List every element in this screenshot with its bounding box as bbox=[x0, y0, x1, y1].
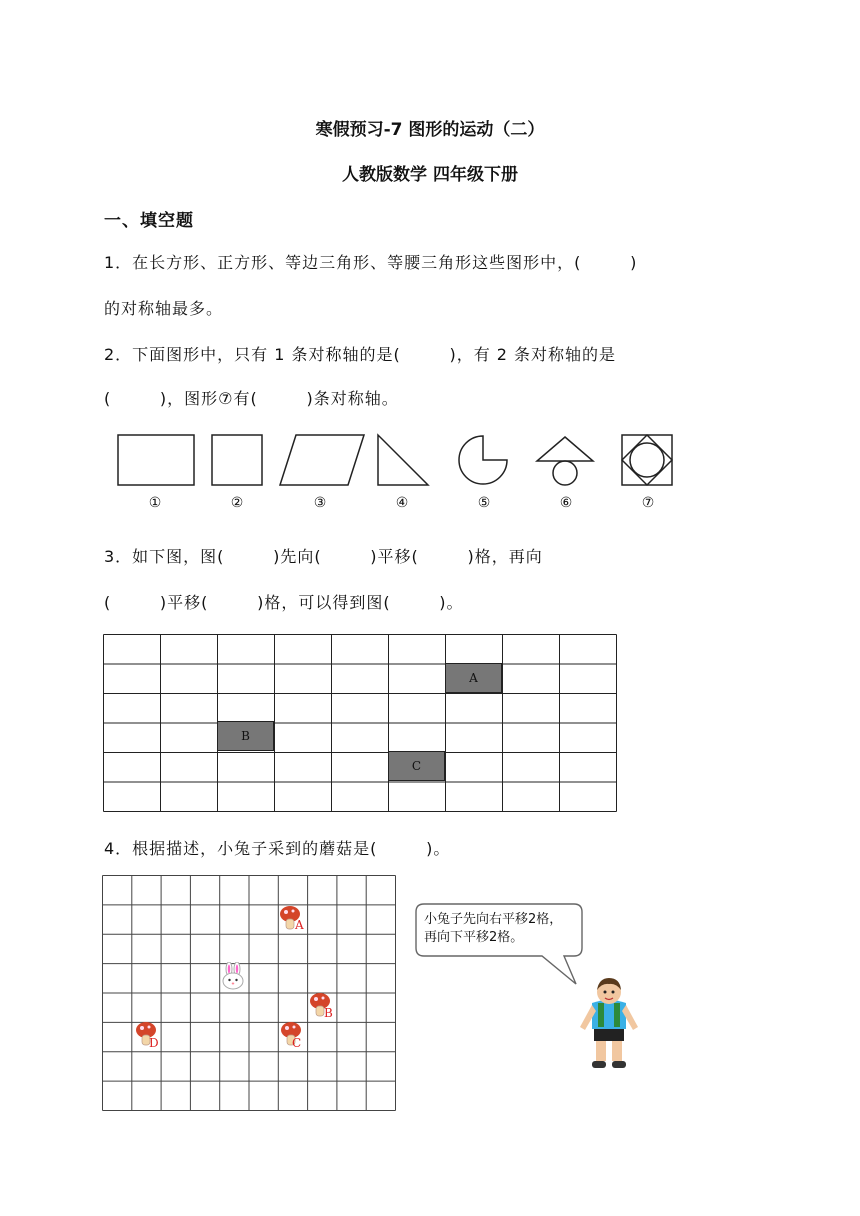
shape-4-right-triangle bbox=[378, 435, 428, 485]
question-1-line-1: 1．在长方形、正方形、等边三角形、等腰三角形这些图形中，( ) bbox=[104, 253, 638, 272]
page-subtitle: 人教版数学 四年级下册 bbox=[342, 165, 518, 185]
shape-6-circle bbox=[553, 461, 577, 485]
question-2-line-1: 2．下面图形中，只有 1 条对称轴的是( )，有 2 条对称轴的是 bbox=[104, 345, 617, 364]
section-heading: 一、填空题 bbox=[104, 211, 194, 231]
shape-5-circle-sector bbox=[459, 436, 507, 484]
grid-cell-a: A bbox=[445, 663, 502, 693]
shape-label-4: ④ bbox=[395, 495, 409, 511]
shapes-row bbox=[100, 425, 700, 495]
grid-cell-b: B bbox=[217, 721, 274, 751]
shape-label-1: ① bbox=[148, 495, 162, 511]
page-title: 寒假预习-7 图形的运动（二） bbox=[315, 120, 545, 140]
translation-grid bbox=[103, 634, 617, 812]
question-3-line-2: ( )平移( )格，可以得到图( )。 bbox=[104, 593, 464, 612]
shape-label-5: ⑤ bbox=[477, 495, 491, 511]
mushroom-grid bbox=[102, 875, 396, 1111]
shape-label-7: ⑦ bbox=[641, 495, 655, 511]
mushroom-d-label: D bbox=[149, 1036, 159, 1050]
question-1-line-2: 的对称轴最多。 bbox=[104, 299, 224, 318]
shape-label-2: ② bbox=[230, 495, 244, 511]
mushroom-b-label: B bbox=[324, 1006, 333, 1020]
mushroom-a-label: A bbox=[295, 918, 304, 932]
question-3-line-1: 3．如下图，图( )先向( )平移( )格，再向 bbox=[104, 547, 543, 566]
shape-1-rectangle bbox=[118, 435, 194, 485]
rabbit-icon bbox=[220, 962, 246, 990]
grid-cell-c: C bbox=[388, 751, 445, 781]
shape-7-circle bbox=[630, 443, 664, 477]
mushroom-c-label: C bbox=[292, 1036, 302, 1050]
shape-3-parallelogram bbox=[280, 435, 364, 485]
shape-2-square bbox=[212, 435, 262, 485]
shape-label-3: ③ bbox=[313, 495, 327, 511]
boy-icon bbox=[576, 975, 642, 1075]
shape-6-triangle bbox=[537, 437, 593, 461]
question-2-line-2: ( )，图形⑦有( )条对称轴。 bbox=[104, 389, 399, 408]
speech-bubble-text: 小兔子先向右平移2格， 再向下平移2格。 bbox=[424, 912, 563, 945]
shape-label-6: ⑥ bbox=[559, 495, 573, 511]
question-4-line-1: 4．根据描述，小兔子采到的蘑菇是( )。 bbox=[104, 839, 451, 858]
